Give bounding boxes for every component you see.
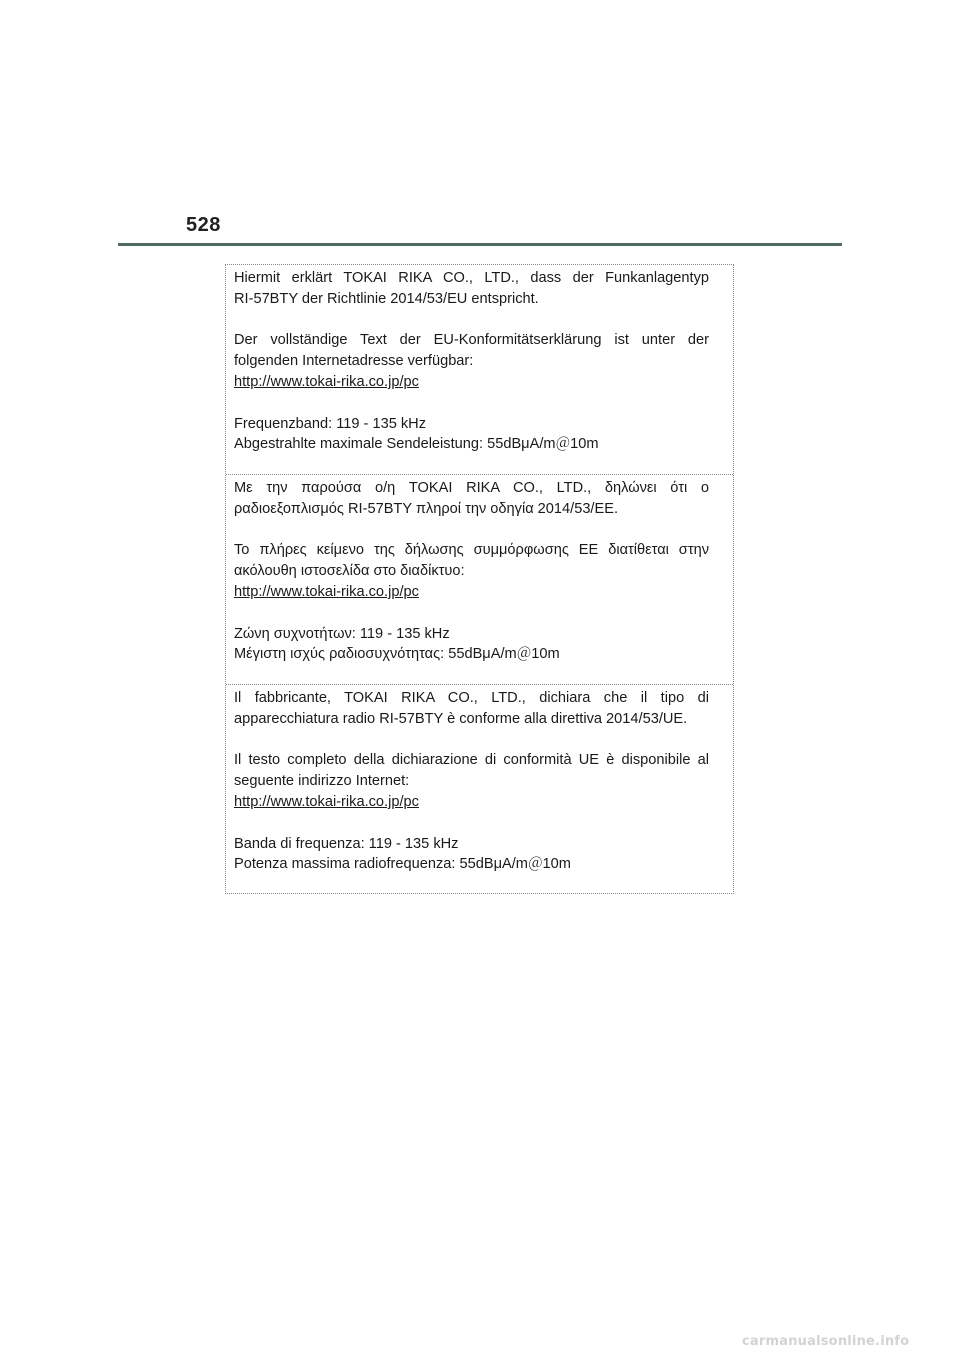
declaration-line-1: Il fabbricante, TOKAI RIKA CO., LTD., dichiara che il tipo di — [234, 690, 709, 706]
declaration-url-link[interactable]: http://www.tokai-rika.co.jp/pc — [234, 793, 419, 810]
frequency-band: Frequenzband: 119 - 135 kHz — [234, 415, 426, 432]
header-rule — [118, 243, 842, 246]
max-power: Abgestrahlte maximale Sendeleistung: 55dBμA/m＠10m — [234, 436, 599, 453]
availability-line-1: Το πλήρες κείμενο της δήλωσης συμμόρφωσης ΕΕ διατίθεται στην — [234, 542, 709, 559]
conformity-notice-box — [225, 264, 734, 894]
availability-line-2: ακόλουθη ιστοσελίδα στο διαδίκτυο: — [234, 563, 465, 580]
declaration-url-link[interactable]: http://www.tokai-rika.co.jp/pc — [234, 373, 419, 390]
availability-line-1: Der vollständige Text der EU-Konformitätserklärung ist unter der — [234, 332, 709, 349]
declaration-line-2: apparecchiatura radio RI-57BTY è conforme alla direttiva 2014/53/UE. — [234, 710, 688, 727]
availability-line-1: Il testo completo della dichiarazione di conformità UE è disponibile al — [234, 752, 709, 769]
declaration-line-1: Με την παρούσα ο/η TOKAI RIKA CO., LTD., δηλώνει ότι ο — [234, 480, 709, 496]
declaration-line-1: Hiermit erklärt TOKAI RIKA CO., LTD., dass der Funkanlagentyp — [234, 270, 709, 286]
frequency-band: Banda di frequenza: 119 - 135 kHz — [234, 835, 459, 852]
max-power: Μέγιστη ισχύς ραδιοσυχνότητας: 55dBμA/m＠10m — [234, 646, 560, 663]
availability-line-2: seguente indirizzo Internet: — [234, 773, 410, 790]
section-german — [226, 265, 733, 475]
frequency-band: Ζώνη συχνοτήτων: 119 - 135 kHz — [234, 625, 450, 642]
section-italian — [226, 685, 733, 893]
declaration-line-2: RI-57BTY der Richtlinie 2014/53/EU entspricht. — [234, 290, 539, 307]
page-number: 528 — [186, 214, 221, 236]
section-greek — [226, 475, 733, 685]
declaration-line-2: ραδιοεξοπλισμός RI-57BTY πληροί την οδηγία 2014/53/ΕΕ. — [234, 500, 619, 517]
availability-line-2: folgenden Internetadresse verfügbar: — [234, 353, 474, 370]
max-power: Potenza massima radiofrequenza: 55dBμA/m＠10m — [234, 856, 571, 873]
declaration-url-link[interactable]: http://www.tokai-rika.co.jp/pc — [234, 583, 419, 600]
watermark: carmanualsonline.info — [742, 1334, 910, 1349]
